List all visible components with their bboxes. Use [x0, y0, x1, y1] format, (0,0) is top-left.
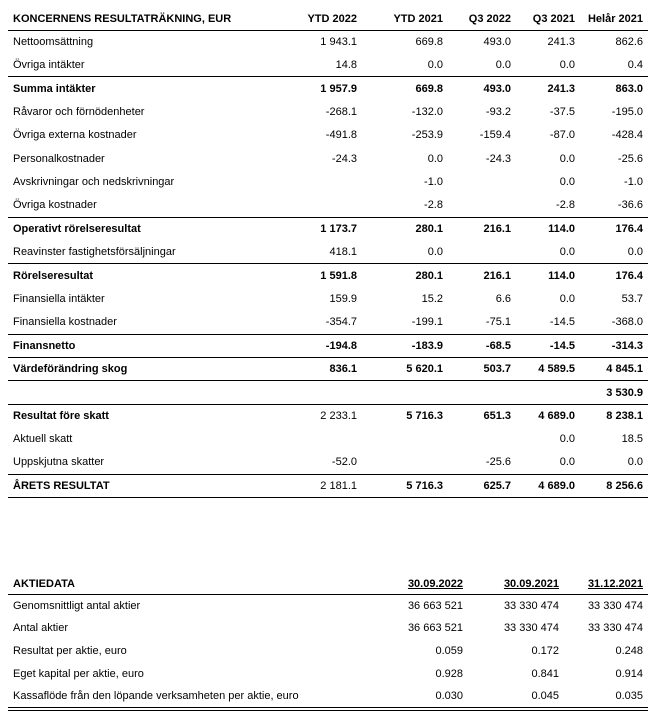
row-label: [8, 381, 288, 404]
cell-value: -354.7: [325, 316, 357, 329]
column-header-date-2: [468, 566, 564, 595]
cell-value: 1 957.9: [288, 77, 362, 100]
table-row-personnel-costs: [8, 147, 648, 170]
cell-value: 53.7: [621, 292, 643, 305]
cell-value: [288, 170, 362, 193]
cell-value: 33 330 474: [503, 600, 559, 613]
table-row-cash-flow-per-share: [8, 685, 648, 708]
cell-value: -1.0: [624, 176, 643, 189]
row-label: Finansiella kostnader: [13, 316, 117, 329]
cell-value: 862.6: [615, 35, 643, 48]
cell-value: -368.0: [611, 316, 643, 329]
cell-value: -14.5: [549, 316, 575, 329]
cell-value: 241.3: [547, 35, 575, 48]
cell-value: 280.1: [362, 217, 448, 240]
row-label: Reavinster fastighetsförsäljningar: [13, 245, 176, 258]
cell-value: 216.1: [448, 264, 516, 287]
cell-value: -194.8: [288, 334, 362, 357]
table-row-unlabeled: [8, 381, 648, 404]
cell-value: [362, 381, 448, 404]
cell-value: [516, 381, 580, 404]
row-label: Övriga kostnader: [13, 199, 97, 212]
table-row-net-result: [8, 474, 648, 497]
cell-value: -24.3: [331, 152, 357, 165]
cell-value: -75.1: [485, 316, 511, 329]
column-header-q3-2022: Q3 2022: [448, 0, 516, 30]
cell-value: [362, 428, 448, 451]
cell-value: 0.059: [435, 644, 463, 657]
cell-value: 0.0: [495, 58, 511, 71]
cell-value: 0.0: [427, 245, 443, 258]
cell-value: 36 663 521: [407, 600, 463, 613]
cell-value: [448, 381, 516, 404]
row-label: Resultat per aktie, euro: [13, 644, 127, 657]
cell-value: 159.9: [329, 292, 357, 305]
row-label: Antal aktier: [13, 622, 69, 635]
cell-value: 493.0: [483, 35, 511, 48]
column-header-text: 30.09.2022: [407, 578, 463, 590]
table-row-net-sales: [8, 30, 648, 53]
cell-value: 4 589.5: [516, 357, 580, 380]
column-header-date-1: [378, 566, 468, 595]
cell-value: -195.0: [611, 105, 643, 118]
column-header-date-3: [564, 566, 648, 595]
cell-value: 176.4: [580, 217, 648, 240]
row-label: Aktuell skatt: [13, 433, 73, 446]
row-label: Personalkostnader: [13, 152, 105, 165]
cell-value: 176.4: [580, 264, 648, 287]
table-row-other-external-costs: [8, 124, 648, 147]
column-header-text: 30.09.2021: [503, 578, 559, 590]
table-row-earnings-per-share: [8, 640, 648, 663]
cell-value: -37.5: [549, 105, 575, 118]
cell-value: 0.0: [427, 58, 443, 71]
cell-value: 0.045: [468, 685, 564, 708]
table-row-current-tax: [8, 428, 648, 451]
cell-value: -25.6: [617, 152, 643, 165]
cell-value: 15.2: [421, 292, 443, 305]
cell-value: 0.928: [435, 667, 463, 680]
cell-value: -2.8: [556, 199, 575, 212]
column-header-full-year-2021: Helår 2021: [580, 0, 648, 30]
column-header-q3-2021: Q3 2021: [516, 0, 580, 30]
cell-value: -93.2: [485, 105, 511, 118]
cell-value: 0.0: [559, 292, 575, 305]
cell-value: 4 689.0: [516, 404, 580, 427]
row-label: Summa intäkter: [8, 77, 288, 100]
cell-value: 1 173.7: [288, 217, 362, 240]
cell-value: -14.5: [516, 334, 580, 357]
cell-value: 0.0: [559, 176, 575, 189]
table-row-number-of-shares: [8, 617, 648, 640]
table-row-raw-materials: [8, 100, 648, 123]
cell-value: 0.0: [559, 433, 575, 446]
cell-value: 2 233.1: [288, 404, 362, 427]
cell-value: -314.3: [580, 334, 648, 357]
share-data-title: AKTIEDATA: [8, 566, 378, 595]
column-header-ytd-2022: YTD 2022: [288, 0, 362, 30]
cell-value: 33 330 474: [503, 622, 559, 635]
cell-value: 5 716.3: [362, 404, 448, 427]
cell-value: [362, 451, 448, 474]
cell-value: 14.8: [335, 58, 357, 71]
cell-value: -2.8: [424, 199, 443, 212]
cell-value: -68.5: [448, 334, 516, 357]
share-data-header-row: [8, 566, 648, 595]
row-label: Värdeförändring skog: [8, 357, 288, 380]
table-row-ebit: [8, 264, 648, 287]
cell-value: 503.7: [448, 357, 516, 380]
cell-value: 18.5: [621, 433, 643, 446]
cell-value: -491.8: [325, 129, 357, 142]
cell-value: [448, 194, 516, 217]
cell-value: [448, 241, 516, 264]
cell-value: 863.0: [580, 77, 648, 100]
table-row-deferred-tax: [8, 451, 648, 474]
row-label: Nettoomsättning: [13, 35, 94, 48]
table-row-financial-costs: [8, 311, 648, 334]
cell-value: -132.0: [411, 105, 443, 118]
share-data-table: [8, 566, 648, 708]
cell-value: 0.172: [531, 644, 559, 657]
cell-value: -183.9: [362, 334, 448, 357]
table-row-forest-value-change: [8, 357, 648, 380]
row-label: Övriga intäkter: [13, 58, 85, 71]
income-statement-header-row: [8, 0, 648, 30]
row-label: Övriga externa kostnader: [13, 129, 137, 142]
cell-value: -159.4: [479, 129, 511, 142]
cell-value: 0.0: [559, 245, 575, 258]
table-row-average-shares: [8, 595, 648, 618]
cell-value: 280.1: [362, 264, 448, 287]
table-row-property-gains: [8, 241, 648, 264]
cell-value: [288, 428, 362, 451]
cell-value: -253.9: [411, 129, 443, 142]
cell-value: 418.1: [329, 245, 357, 258]
row-label: Råvaror och förnödenheter: [13, 105, 145, 118]
cell-value: 2 181.1: [288, 474, 362, 497]
cell-value: 651.3: [448, 404, 516, 427]
table-row-other-costs: [8, 194, 648, 217]
cell-value: 0.0: [559, 58, 575, 71]
cell-value: [288, 194, 362, 217]
cell-value: 0.841: [531, 667, 559, 680]
table-row-financial-income: [8, 287, 648, 310]
cell-value: 0.030: [378, 685, 468, 708]
cell-value: 4 845.1: [580, 357, 648, 380]
cell-value: 0.914: [615, 667, 643, 680]
cell-value: 114.0: [516, 217, 580, 240]
cell-value: 0.035: [564, 685, 648, 708]
cell-value: 625.7: [448, 474, 516, 497]
cell-value: 1 943.1: [320, 35, 357, 48]
cell-value: [288, 381, 362, 404]
cell-value: [448, 428, 516, 451]
cell-value: -87.0: [549, 129, 575, 142]
cell-value: 6.6: [495, 292, 511, 305]
cell-value: [448, 170, 516, 193]
cell-value: 3 530.9: [580, 381, 648, 404]
cell-value: 0.248: [615, 644, 643, 657]
table-row-other-income: [8, 53, 648, 76]
cell-value: 4 689.0: [516, 474, 580, 497]
row-label: Eget kapital per aktie, euro: [13, 667, 144, 680]
cell-value: 216.1: [448, 217, 516, 240]
row-label: Genomsnittligt antal aktier: [13, 600, 141, 613]
table-row-net-financial: [8, 334, 648, 357]
cell-value: -428.4: [611, 129, 643, 142]
cell-value: 33 330 474: [587, 600, 643, 613]
cell-value: 493.0: [448, 77, 516, 100]
cell-value: -199.1: [411, 316, 443, 329]
table-row-total-income: [8, 77, 648, 100]
row-label: Finansnetto: [8, 334, 288, 357]
cell-value: 33 330 474: [587, 622, 643, 635]
cell-value: -268.1: [325, 105, 357, 118]
cell-value: -25.6: [485, 456, 511, 469]
cell-value: 836.1: [288, 357, 362, 380]
cell-value: 114.0: [516, 264, 580, 287]
cell-value: 36 663 521: [407, 622, 463, 635]
row-label: Finansiella intäkter: [13, 292, 105, 305]
cell-value: 8 238.1: [580, 404, 648, 427]
cell-value: 669.8: [362, 77, 448, 100]
row-label: Kassaflöde från den löpande verksamheten per aktie, euro: [8, 685, 378, 708]
row-label: Uppskjutna skatter: [13, 456, 105, 469]
income-statement-title: KONCERNENS RESULTATRÄKNING, EUR: [8, 0, 288, 30]
cell-value: -36.6: [617, 199, 643, 212]
column-header-ytd-2021: YTD 2021: [362, 0, 448, 30]
column-header-text: 31.12.2021: [587, 578, 643, 590]
cell-value: 241.3: [516, 77, 580, 100]
table-row-operating-result: [8, 217, 648, 240]
table-row-equity-per-share: [8, 662, 648, 685]
cell-value: 0.0: [627, 456, 643, 469]
cell-value: -52.0: [331, 456, 357, 469]
cell-value: 0.0: [427, 152, 443, 165]
cell-value: -1.0: [424, 176, 443, 189]
cell-value: -24.3: [485, 152, 511, 165]
cell-value: 669.8: [415, 35, 443, 48]
row-label: Avskrivningar och nedskrivningar: [13, 176, 175, 189]
report: [8, 0, 648, 702]
cell-value: 5 620.1: [362, 357, 448, 380]
cell-value: 5 716.3: [362, 474, 448, 497]
row-label: Resultat före skatt: [8, 404, 288, 427]
cell-value: 0.0: [627, 245, 643, 258]
table-row-depreciation: [8, 170, 648, 193]
row-label: Operativt rörelseresultat: [8, 217, 288, 240]
cell-value: 1 591.8: [288, 264, 362, 287]
row-label: Rörelseresultat: [8, 264, 288, 287]
row-label: ÅRETS RESULTAT: [8, 474, 288, 497]
table-row-result-before-tax: [8, 404, 648, 427]
table-bottom-rule: [8, 710, 648, 711]
cell-value: 0.4: [627, 58, 643, 71]
cell-value: 0.0: [559, 456, 575, 469]
income-statement-table: [8, 0, 648, 498]
cell-value: 8 256.6: [580, 474, 648, 497]
cell-value: 0.0: [559, 152, 575, 165]
